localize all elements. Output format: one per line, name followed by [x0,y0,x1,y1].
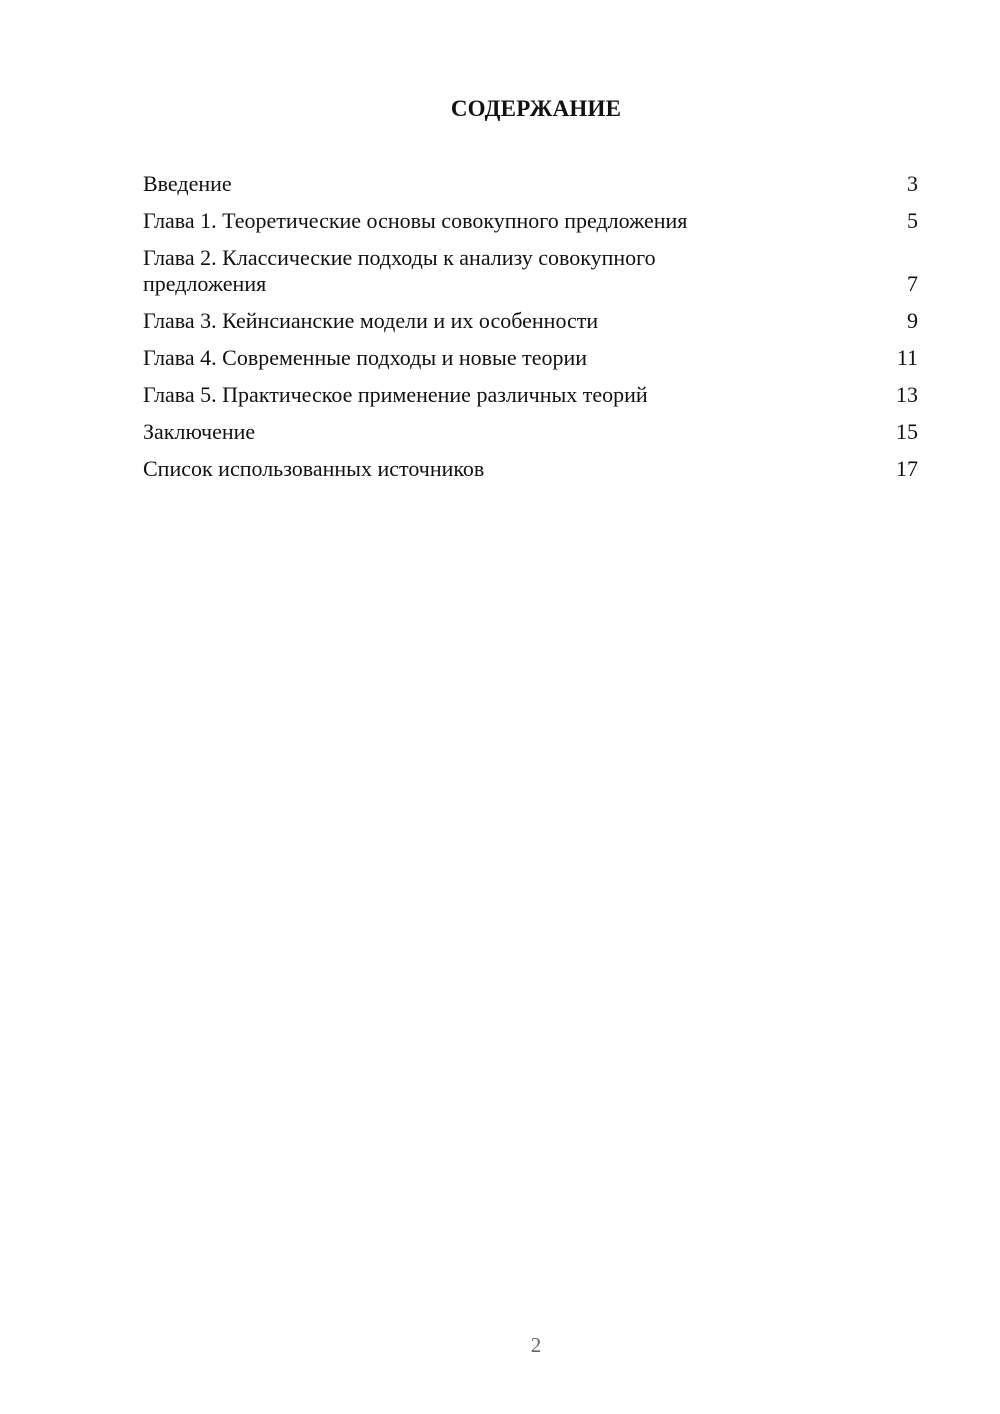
toc-entry-page: 17 [896,456,918,481]
toc-entry-chapter-4 [143,345,918,371]
toc-entry-chapter-2 [143,245,918,297]
toc-entry-conclusion [143,419,918,445]
toc-entry-page: 3 [907,171,918,196]
toc-entry-page: 7 [907,271,918,296]
toc-entry-page: 9 [907,308,918,333]
toc-entry-label: Заключение [143,419,256,444]
toc-entry-label: Глава 2. Классические подходы к анализу совокупного предложения [143,245,656,296]
toc-entry-label: Глава 5. Практическое применение различных теорий [143,382,648,407]
toc-entry-references [143,456,918,482]
page-title: СОДЕРЖАНИЕ [450,96,622,121]
toc-entry-label: Список использованных источников [143,456,485,481]
toc-entry-chapter-5 [143,382,918,408]
toc-entry-label: Глава 3. Кейнсианские модели и их особенности [143,308,599,333]
toc-entry-page: 15 [896,419,918,444]
toc-entry-page: 11 [896,345,918,370]
table-of-contents [143,171,918,493]
page-number: 2 [530,1333,542,1357]
toc-entry-chapter-3 [143,308,918,334]
toc-entry-page: 13 [896,382,918,407]
toc-entry-introduction [143,171,918,197]
toc-entry-chapter-1 [143,208,918,234]
toc-entry-page: 5 [907,208,918,233]
toc-entry-label: Глава 1. Теоретические основы совокупного предложения [143,208,688,233]
toc-entry-label: Глава 4. Современные подходы и новые теории [143,345,588,370]
toc-entry-label: Введение [143,171,232,196]
